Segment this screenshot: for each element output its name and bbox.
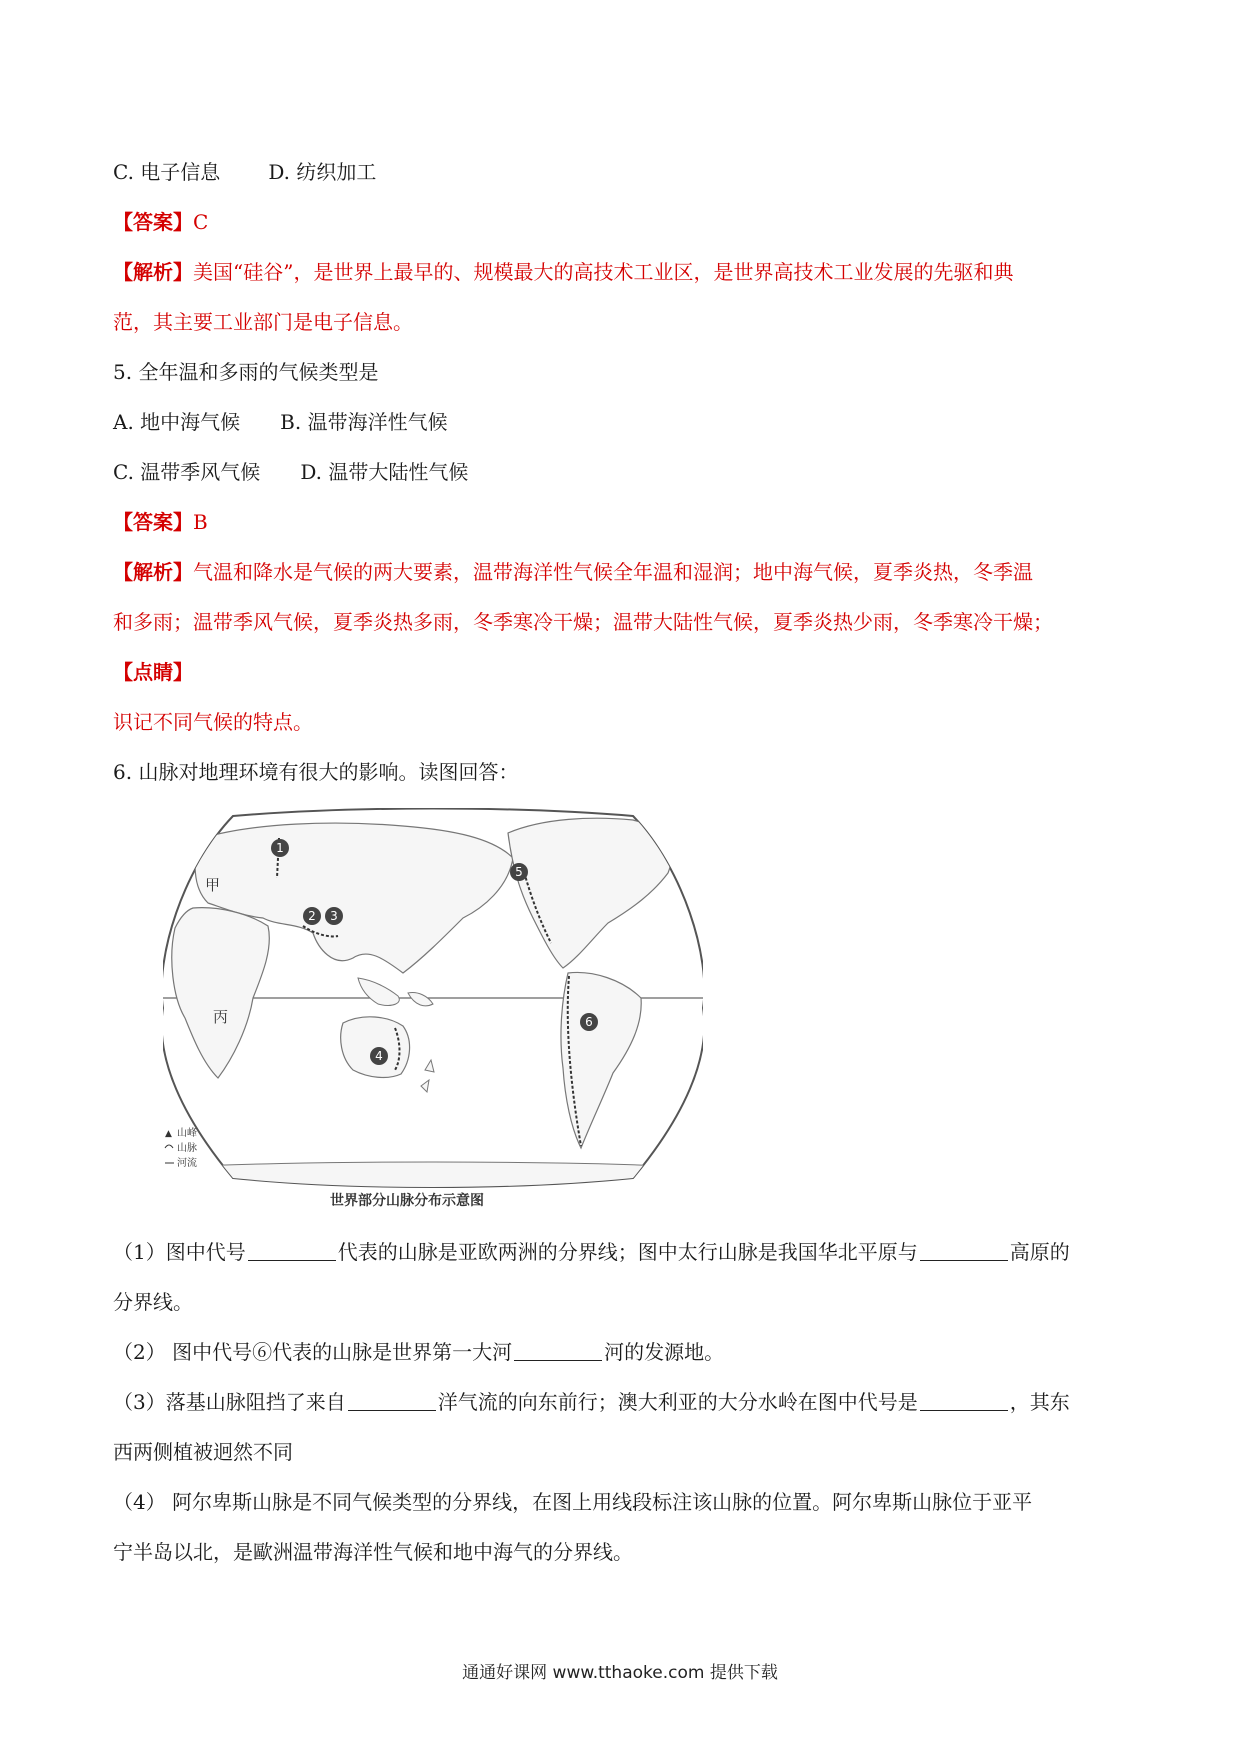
- answer-value: C: [193, 210, 209, 234]
- q5-options-ab: [113, 408, 448, 436]
- q6-sub2: [113, 1338, 724, 1366]
- page-footer: 通通好课网 www.tthaoke.com 提供下载: [462, 1663, 778, 1683]
- q6-stem: 6. 山脉对地理环境有很大的影响。读图回答：: [113, 760, 519, 784]
- q6-sub4-line1: （4） 阿尔卑斯山脉是不同气候类型的分界线，在图上用线段标注该山脉的位置。阿尔卑斯山脉位于亚平: [113, 1490, 1033, 1514]
- q5-option-c: C. 温带季风气候: [113, 460, 261, 484]
- q6-sub3-text-b: 洋气流的向东前行；澳大利亚的大分水岭在图中代号是: [437, 1390, 918, 1414]
- legend-river: 河流: [177, 1158, 197, 1169]
- q5-options-cd: [113, 458, 468, 486]
- q4-analysis-line2: 范，其主要工业部门是电子信息。: [113, 310, 413, 334]
- q6-sub2-text-a: （2） 图中代号⑥代表的山脉是世界第一大河: [113, 1340, 513, 1364]
- q6-sub1-blank-1[interactable]: [248, 1240, 336, 1261]
- analysis-text: 气温和降水是气候的两大要素，温带海洋性气候全年温和湿润；地中海气候，夏季炎热，冬季温: [193, 560, 1033, 584]
- label-jia: 甲: [205, 876, 221, 894]
- q5-analysis-line2: 和多雨；温带季风气候，夏季炎热多雨，冬季寒冷干燥；温带大陆性气候，夏季炎热少雨，冬季寒冷干燥；: [113, 610, 1053, 634]
- map-marker-1: [271, 839, 289, 857]
- map-marker-3: [325, 907, 343, 925]
- q5-stem: 5. 全年温和多雨的气候类型是: [113, 360, 379, 384]
- q6-sub1-text-a: （1）图中代号: [113, 1240, 246, 1264]
- q4-options-cd: [113, 158, 376, 186]
- svg-text:3: 3: [330, 909, 338, 923]
- q5-option-a: A. 地中海气候: [113, 410, 241, 434]
- q6-sub4-line2: 宁半岛以北，是歐洲温带海洋性气候和地中海气的分界线。: [113, 1540, 633, 1564]
- q6-sub3-blank-1[interactable]: [348, 1390, 436, 1411]
- legend-range: 山脉: [177, 1143, 197, 1154]
- svg-text:5: 5: [515, 865, 523, 879]
- q4-analysis-line1: [113, 258, 1013, 286]
- q6-sub3-text-a: （3）落基山脉阻挡了来自: [113, 1390, 346, 1414]
- q5-option-b: B. 温带海洋性气候: [280, 410, 448, 434]
- q5-analysis-line1: [113, 558, 1033, 586]
- analysis-text: 美国“硅谷”，是世界上最早的、规模最大的高技术工业区，是世界高技术工业发展的先驱和典: [193, 260, 1014, 284]
- q6-sub1-text-b: 代表的山脉是亚欧两洲的分界线；图中太行山脉是我国华北平原与: [337, 1240, 918, 1264]
- world-mountains-map: [163, 808, 703, 1212]
- q6-sub3-text-c: ，其东: [1009, 1390, 1070, 1414]
- q6-sub1-text-c: 高原的: [1009, 1240, 1070, 1264]
- q6-sub3-line2: 西两侧植被迥然不同: [113, 1440, 293, 1464]
- answer-value: B: [193, 510, 208, 534]
- analysis-tag: 【解析】: [113, 260, 193, 284]
- svg-text:4: 4: [375, 1049, 383, 1063]
- map-marker-6: [580, 1013, 598, 1031]
- map-legend: [165, 1126, 197, 1169]
- svg-text:▲: ▲: [165, 1129, 172, 1139]
- pointer-tag: 【点睛】: [113, 660, 193, 684]
- q6-sub3-blank-2[interactable]: [920, 1390, 1008, 1411]
- q6-sub2-blank-1[interactable]: [514, 1340, 602, 1361]
- q6-sub1-blank-2[interactable]: [920, 1240, 1008, 1261]
- q4-answer: [113, 208, 208, 236]
- pointer-text: 识记不同气候的特点。: [113, 710, 313, 734]
- q6-sub3-line1: [113, 1388, 1070, 1416]
- australia-landmass: [341, 1017, 410, 1078]
- q6-sub1-line2: 分界线。: [113, 1290, 193, 1314]
- label-bing: 丙: [213, 1008, 229, 1026]
- q6-sub2-text-b: 河的发源地。: [604, 1340, 725, 1364]
- answer-tag: 【答案】: [113, 510, 193, 534]
- svg-text:2: 2: [308, 909, 316, 923]
- map-title: 世界部分山脉分布示意图: [330, 1193, 484, 1209]
- q4-option-c: C. 电子信息: [113, 160, 221, 184]
- map-marker-4: [370, 1047, 388, 1065]
- legend-peak: 山峰: [177, 1128, 197, 1139]
- analysis-tag: 【解析】: [113, 560, 193, 584]
- svg-text:6: 6: [585, 1015, 593, 1029]
- map-marker-2: [303, 907, 321, 925]
- q4-option-d: D. 纺织加工: [268, 160, 377, 184]
- svg-text:1: 1: [276, 841, 284, 855]
- q5-answer: [113, 508, 208, 536]
- q5-option-d: D. 温带大陆性气候: [300, 460, 469, 484]
- map-marker-5: [510, 863, 528, 881]
- q6-sub1-line1: [113, 1238, 1070, 1266]
- answer-tag: 【答案】: [113, 210, 193, 234]
